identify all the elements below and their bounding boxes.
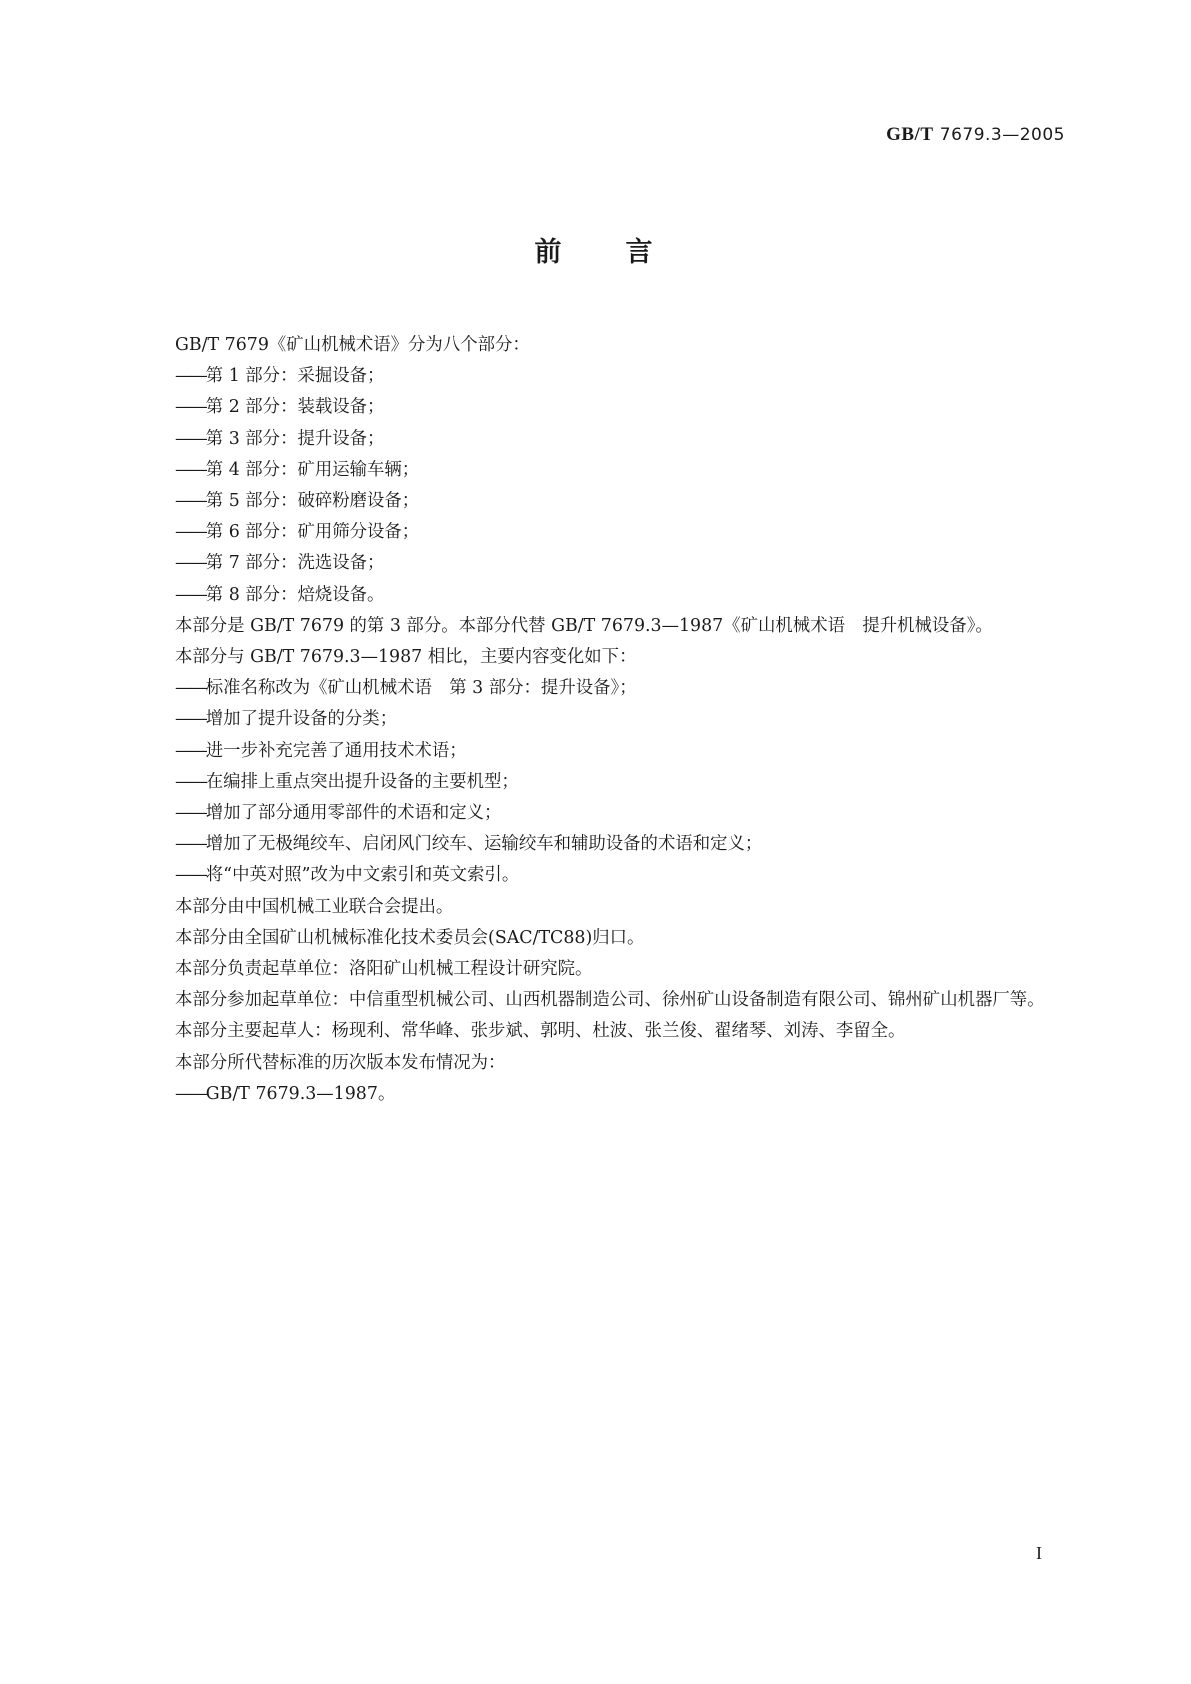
history-intro-paragraph: 本部分所代替标准的历次版本发布情况为： <box>175 1052 506 1073</box>
list-item: ——第 8 部分：焙烧设备。 <box>175 584 385 605</box>
dash-marker: —— <box>175 522 206 543</box>
dash-marker: —— <box>175 366 206 387</box>
dash-marker: —— <box>175 865 206 886</box>
dash-marker: —— <box>175 803 206 824</box>
drafters-paragraph: 本部分主要起草人：杨现利、常华峰、张步斌、郭明、杜波、张兰俊、翟绪琴、刘涛、李留全。 <box>175 1021 906 1042</box>
list-item: ——将“中英对照”改为中文索引和英文索引。 <box>175 865 520 886</box>
standard-code-prefix: GB/T <box>886 124 934 145</box>
intro-paragraph: GB/T 7679《矿山机械术语》分为八个部分： <box>175 335 530 355</box>
foreword-body <box>130 330 1065 1110</box>
changes-intro-paragraph: 本部分与 GB/T 7679.3—1987 相比，主要内容变化如下： <box>175 647 637 668</box>
list-item: ——第 1 部分：采掘设备； <box>175 366 385 387</box>
dash-marker: —— <box>175 553 206 574</box>
proposed-by-paragraph: 本部分由中国机械工业联合会提出。 <box>175 896 454 917</box>
replace-paragraph: 本部分是 GB/T 7679 的第 3 部分。本部分代替 GB/T 7679.3—1987《矿山机械术语 提升机械设备》。 <box>175 615 993 636</box>
standard-code-number: 7679.3—2005 <box>939 125 1065 145</box>
dash-marker: —— <box>175 740 206 761</box>
list-item: ——第 5 部分：破碎粉磨设备； <box>175 491 420 512</box>
list-item: ——增加了提升设备的分类； <box>175 709 398 730</box>
dash-marker: —— <box>175 459 206 480</box>
page-number: I <box>1036 1543 1042 1563</box>
list-item: ——在编排上重点突出提升设备的主要机型； <box>175 771 519 792</box>
page-title: 前言 <box>534 237 717 268</box>
drafting-unit-paragraph: 本部分负责起草单位：洛阳矿山机械工程设计研究院。 <box>175 959 593 980</box>
list-item: ——第 2 部分：装载设备； <box>175 397 385 418</box>
standard-code <box>886 124 1065 146</box>
list-item: ——第 4 部分：矿用运输车辆； <box>175 459 420 480</box>
list-item: ——标准名称改为《矿山机械术语 第 3 部分：提升设备》； <box>175 678 637 699</box>
list-item: ——增加了无极绳绞车、启闭风门绞车、运输绞车和辅助设备的术语和定义； <box>175 834 763 855</box>
dash-marker: —— <box>175 678 206 699</box>
dash-marker: —— <box>175 491 206 512</box>
dash-marker: —— <box>175 771 206 792</box>
list-item: ——第 7 部分：洗选设备； <box>175 553 385 574</box>
dash-marker: —— <box>175 584 206 605</box>
dash-marker: —— <box>175 1083 206 1104</box>
dash-marker: —— <box>175 428 206 449</box>
list-item: ——增加了部分通用零部件的术语和定义； <box>175 803 502 824</box>
participating-units-paragraph: 本部分参加起草单位：中信重型机械公司、山西机器制造公司、徐州矿山设备制造有限公司、锦州矿山机器厂等。 <box>175 990 1045 1011</box>
changes-list <box>130 673 1065 891</box>
list-item: ——GB/T 7679.3—1987。 <box>175 1083 396 1104</box>
list-item: ——第 3 部分：提升设备； <box>175 428 385 449</box>
dash-marker: —— <box>175 834 206 855</box>
history-list <box>130 1079 1065 1110</box>
dash-marker: —— <box>175 397 206 418</box>
list-item: ——第 6 部分：矿用筛分设备； <box>175 522 420 543</box>
centralized-by-paragraph: 本部分由全国矿山机械标准化技术委员会(SAC/TC88)归口。 <box>175 927 645 948</box>
dash-marker: —— <box>175 709 206 730</box>
list-item: ——进一步补充完善了通用技术术语； <box>175 740 467 761</box>
parts-list <box>130 361 1065 611</box>
